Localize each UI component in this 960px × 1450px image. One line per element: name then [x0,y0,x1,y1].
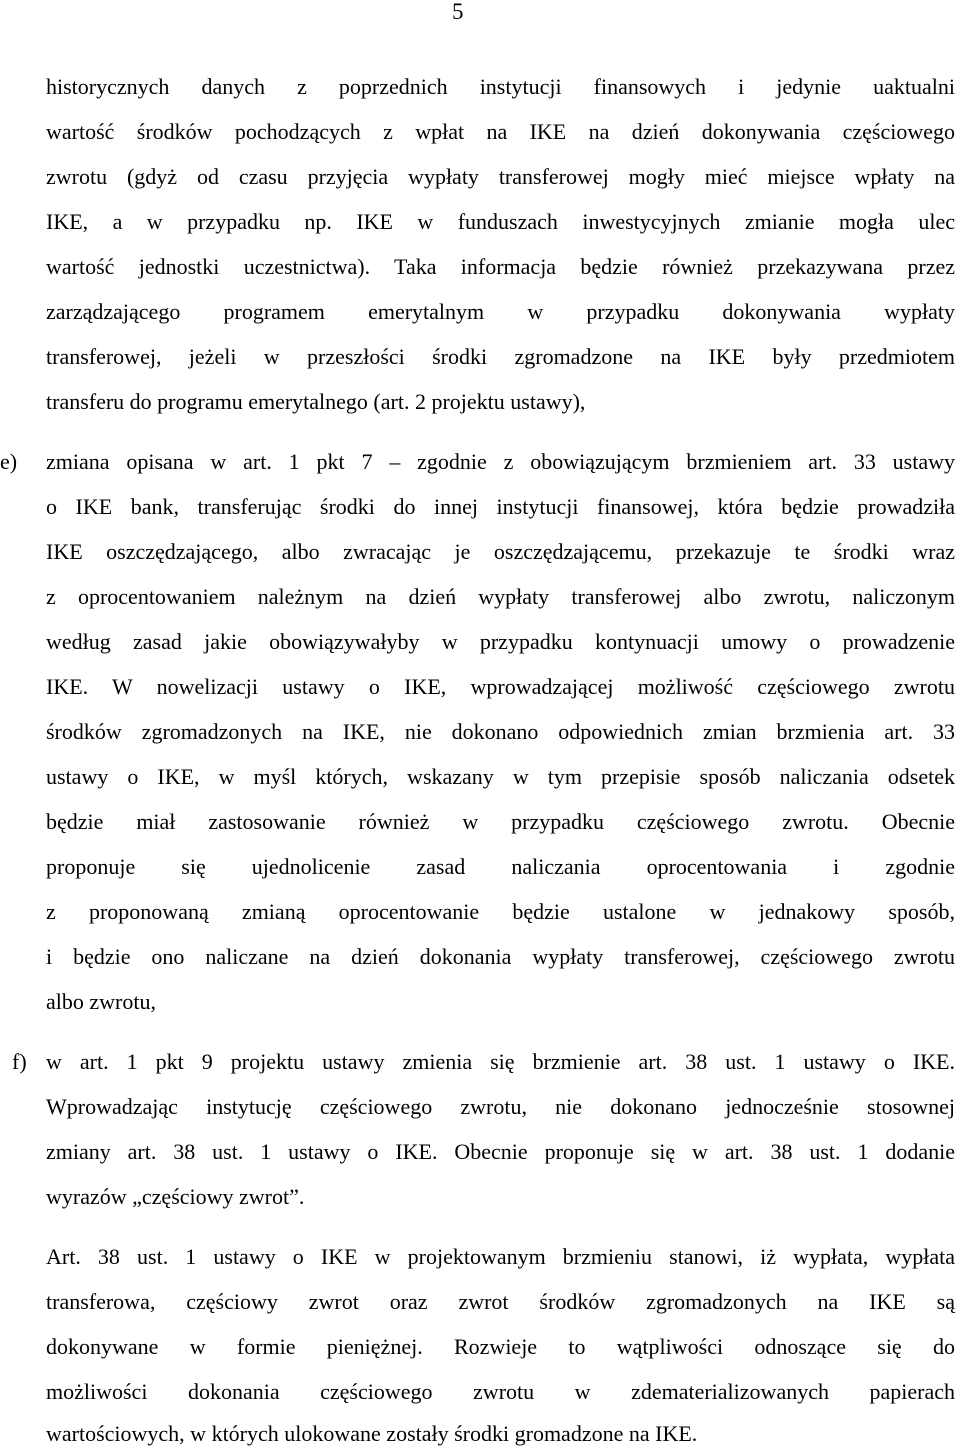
text-line: zmiany art. 38 ust. 1 ustawy o IKE. Obecnie proponuje się w art. 38 ust. 1 dodanie [46,1139,955,1164]
text-line: możliwości dokonania częściowego zwrotu w zdematerializowanych papierach [46,1379,955,1404]
text-line: będzie miał zastosowanie również w przypadku częściowego zwrotu. Obecnie [46,809,955,834]
text-line: zwrotu (gdyż od czasu przyjęcia wypłaty transferowej mogły mieć miejsce wpłaty na [46,164,955,189]
text-line: wartość środków pochodzących z wpłat na IKE na dzień dokonywania częściowego [46,119,955,144]
text-line: IKE, a w przypadku np. IKE w funduszach inwestycyjnych zmianie mogła ulec [46,209,955,234]
text-line: transferu do programu emerytalnego (art. 2 projektu ustawy), [46,389,586,414]
list-marker: f) [12,1049,27,1074]
text-line: i będzie ono naliczane na dzień dokonania wypłaty transferowej, częściowego zwrotu [46,944,955,969]
text-line: Art. 38 ust. 1 ustawy o IKE w projektowanym brzmieniu stanowi, iż wypłata, wypłata [46,1244,955,1269]
text-line: o IKE bank, transferując środki do innej instytucji finansowej, która będzie prowadziła [46,494,955,519]
text-line: wyrazów „częściowy zwrot”. [46,1184,305,1209]
text-line: w art. 1 pkt 9 projektu ustawy zmienia się brzmienie art. 38 ust. 1 ustawy o IKE. [46,1049,955,1074]
text-line: ustawy o IKE, w myśl których, wskazany w tym przepisie sposób naliczania odsetek [46,764,955,789]
text-line: transferowa, częściowy zwrot oraz zwrot środków zgromadzonych na IKE są [46,1289,955,1314]
text-line: proponuje się ujednolicenie zasad naliczania oprocentowania i zgodnie [46,854,955,879]
text-line: transferowej, jeżeli w przeszłości środki zgromadzone na IKE były przedmiotem [46,344,955,369]
list-marker: e) [0,449,18,474]
text-line: dokonywane w formie pieniężnej. Rozwieje to wątpliwości odnoszące się do [46,1334,955,1359]
text-line: środków zgromadzonych na IKE, nie dokonano odpowiednich zmian brzmienia art. 33 [46,719,955,744]
text-line: IKE oszczędzającego, albo zwracając je oszczędzającemu, przekazuje te środki wraz [46,539,955,564]
text-line: IKE. W nowelizacji ustawy o IKE, wprowadzającej możliwość częściowego zwrotu [46,674,955,699]
text-line: wartościowych, w których ulokowane zostały środki gromadzone na IKE. [46,1421,698,1446]
text-line: Wprowadzając instytucję częściowego zwrotu, nie dokonano jednocześnie stosownej [46,1094,955,1119]
text-line: z oprocentowaniem należnym na dzień wypłaty transferowej albo zwrotu, naliczonym [46,584,955,609]
page-number: 5 [452,0,464,24]
text-line: zmiana opisana w art. 1 pkt 7 – zgodnie z obowiązującym brzmieniem art. 33 ustawy [46,449,955,474]
text-line: według zasad jakie obowiązywałyby w przypadku kontynuacji umowy o prowadzenie [46,629,955,654]
text-line: historycznych danych z poprzednich instytucji finansowych i jedynie uaktualni [46,74,955,99]
text-line: albo zwrotu, [46,989,156,1014]
text-line: z proponowaną zmianą oprocentowanie będzie ustalone w jednakowy sposób, [46,899,955,924]
text-line: wartość jednostki uczestnictwa). Taka informacja będzie również przekazywana przez [46,254,955,279]
text-line: zarządzającego programem emerytalnym w przypadku dokonywania wypłaty [46,299,955,324]
